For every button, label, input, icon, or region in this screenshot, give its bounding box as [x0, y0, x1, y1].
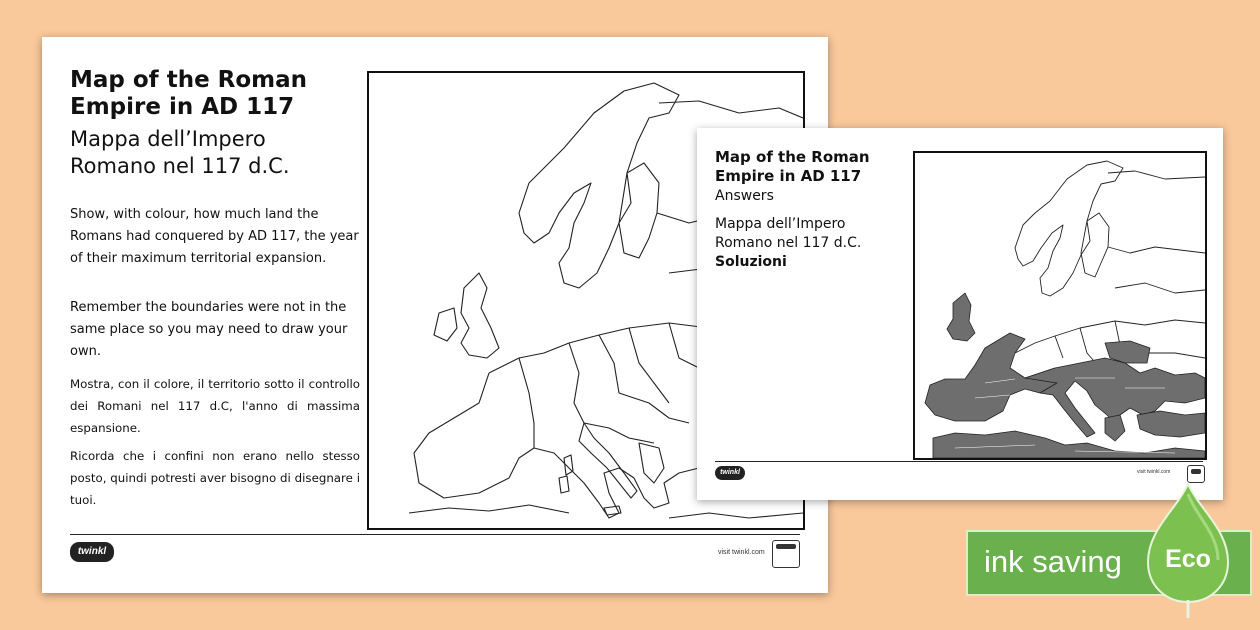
main-title-en: Map of the Roman Empire in AD 117 — [70, 67, 308, 120]
visit-link-text: visit twinkl.com — [718, 549, 765, 556]
quality-badge-icon — [772, 540, 800, 568]
instructions-en-1: Show, with colour, how much land the Romans had conquered by AD 117, the year of their maximum territorial expansion. — [70, 207, 359, 266]
answer-footer-rule — [715, 461, 1203, 462]
solutions-label: Soluzioni — [715, 254, 787, 270]
answer-visit-link-text: visit twinkl.com — [1137, 469, 1171, 475]
europe-map-shaded-icon — [915, 153, 1205, 458]
answer-worksheet — [697, 128, 1223, 500]
answer-twinkl-logo: twinkl — [715, 466, 745, 480]
instructions-it-1: Mostra, con il colore, il territorio sotto il controllo dei Romani nel 117 d.C, l'anno di massima espansione. — [70, 377, 360, 435]
ink-saving-label: ink saving — [984, 544, 1122, 579]
roman-empire-answer-map — [913, 151, 1207, 460]
footer-rule — [70, 534, 800, 535]
answer-title-it: Mappa dell’Impero Romano nel 117 d.C. — [715, 216, 862, 251]
instructions-it-2: Ricorda che i confini non erano nello stesso posto, quindi potresti aver bisogno di disegnare i tuoi. — [70, 449, 360, 507]
main-title-it: Mappa dell’Impero Romano nel 117 d.C. — [70, 127, 290, 178]
eco-badge-text: Eco — [1165, 545, 1211, 573]
answer-title-en: Map of the Roman Empire in AD 117 — [715, 148, 870, 185]
instructions-en-2: Remember the boundaries were not in the same place so you may need to draw your own. — [70, 300, 348, 359]
twinkl-logo: twinkl — [70, 542, 114, 562]
answers-label: Answers — [715, 188, 774, 204]
